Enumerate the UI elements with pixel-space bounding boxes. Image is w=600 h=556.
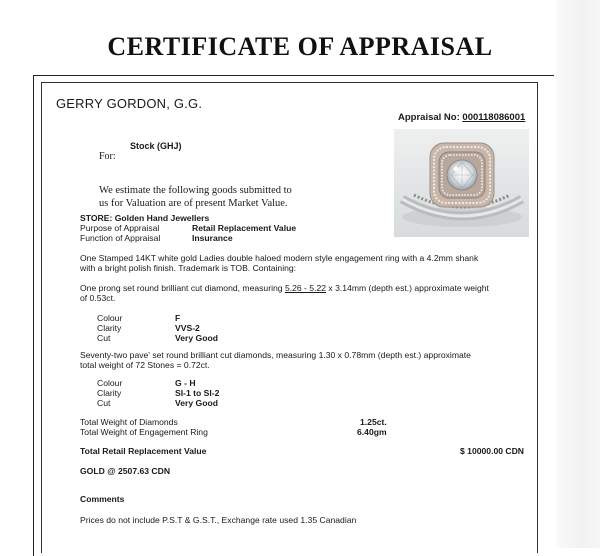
center-stone-post: x 3.14mm (depth est.) approximate weight [326, 283, 489, 293]
total-diamonds-label: Total Weight of Diamonds [80, 417, 178, 427]
pave-cut-value: Very Good [175, 398, 218, 408]
total-retail-value: $ 10000.00 CDN [460, 446, 525, 456]
function-label: Function of Appraisal [80, 233, 161, 243]
description-line-1: One Stamped 14KT white gold Ladies double haloed modern style engagement ring with a 4.2mm shank [80, 253, 479, 263]
appraisal-number [398, 112, 525, 123]
pave-line-2: total weight of 72 Stones = 0.72ct. [80, 360, 210, 370]
pave-line-1: Seventy-two pave' set round brilliant cut diamonds, measuring 1.30 x 0.78mm (depth est.) approximate [80, 350, 471, 360]
center-stone-line-2: of 0.53ct. [80, 293, 116, 303]
appraiser-name: GERRY GORDON, G.G. [56, 96, 203, 111]
purpose-value: Retail Replacement Value [192, 223, 297, 233]
center-cut-label: Cut [97, 333, 111, 343]
appraisal-number-value: 000118086001 [462, 112, 526, 123]
paper-edge [556, 0, 600, 548]
function-value: Insurance [192, 233, 233, 243]
description-line-2: with a bright polish finish. Trademark is TOB. Containing: [80, 263, 297, 273]
center-colour-label: Colour [97, 313, 123, 323]
ring-photo [394, 129, 529, 237]
stock-code: Stock (GHJ) [130, 141, 182, 151]
center-clarity-label: Clarity [97, 323, 122, 333]
total-diamonds-value: 1.25ct. [360, 417, 387, 427]
for-label: For: [99, 151, 116, 162]
gold-price: GOLD @ 2507.63 CDN [80, 466, 171, 476]
pave-colour-value: G - H [175, 378, 196, 388]
center-colour-value: F [175, 313, 181, 323]
estimate-line-2: us for Valuation are of present Market Value. [99, 198, 288, 209]
pave-clarity-label: Clarity [97, 388, 122, 398]
estimate-line-1: We estimate the following goods submitted to [99, 185, 292, 196]
appraisal-number-label: Appraisal No: [398, 112, 460, 123]
center-clarity-value: VVS-2 [175, 323, 200, 333]
center-stone-line-1 [80, 283, 540, 293]
purpose-label: Purpose of Appraisal [80, 223, 160, 233]
pave-cut-label: Cut [97, 398, 111, 408]
pave-colour-label: Colour [97, 378, 123, 388]
ring-image [394, 129, 529, 237]
comments-heading: Comments [80, 494, 125, 504]
prices-note: Prices do not include P.S.T & G.S.T., Exchange rate used 1.35 Canadian [80, 515, 357, 525]
center-stone-measure: 5.26 - 5.22 [284, 283, 327, 293]
store-name: STORE: Golden Hand Jewellers [80, 213, 210, 223]
center-stone-pre: One prong set round brilliant cut diamond, measuring [80, 283, 285, 293]
total-ring-value: 6.40gm [357, 427, 387, 437]
page-title: CERTIFICATE OF APPRAISAL [107, 32, 493, 61]
total-ring-label: Total Weight of Engagement Ring [80, 427, 208, 437]
center-cut-value: Very Good [175, 333, 218, 343]
total-retail-label: Total Retail Replacement Value [80, 446, 207, 456]
pave-clarity-value: SI-1 to SI-2 [175, 388, 220, 398]
